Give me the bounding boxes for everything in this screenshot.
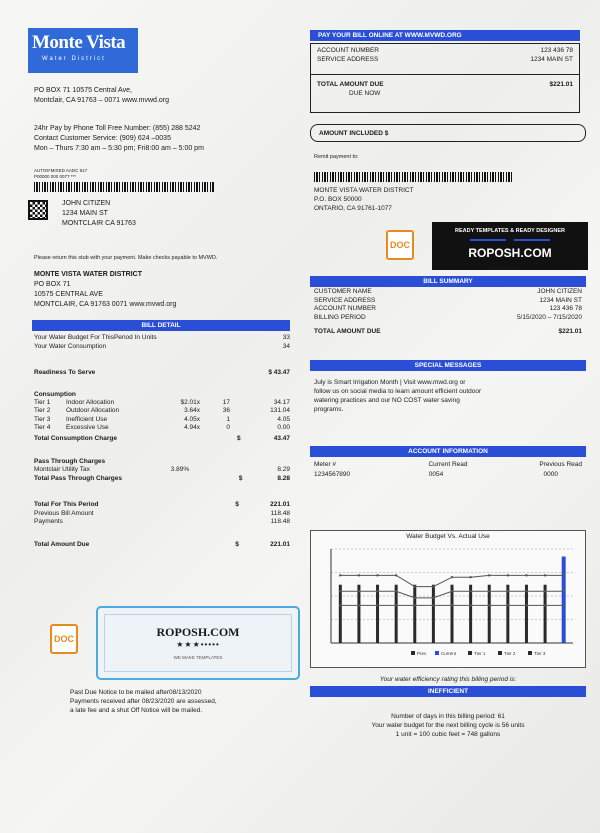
chart-bar-prev bbox=[451, 585, 454, 643]
efficiency-rating: INEFFICIENT bbox=[310, 686, 586, 697]
summary-total-value: $221.01 bbox=[558, 328, 582, 335]
stamp-tag: WE MAKE TEMPLATES bbox=[173, 655, 223, 660]
promo-brand: ROPOSH.COM bbox=[468, 246, 552, 260]
chart-bar-prev bbox=[339, 585, 342, 643]
chart-point bbox=[507, 604, 509, 606]
tier-amount: 131.04 bbox=[270, 407, 290, 414]
usage-chart bbox=[310, 530, 586, 668]
postal-barcode bbox=[34, 182, 214, 192]
doc-file-icon: DOC bbox=[50, 624, 78, 654]
payments-row bbox=[34, 518, 290, 527]
chart-point bbox=[469, 590, 471, 592]
chart-legend-swatch bbox=[498, 651, 502, 655]
rts-value: $ 43.47 bbox=[268, 369, 290, 376]
summary-value: JOHN CITIZEN bbox=[537, 288, 582, 295]
bill-summary bbox=[314, 288, 582, 337]
chart-legend-swatch bbox=[528, 651, 532, 655]
chart-point bbox=[358, 590, 360, 592]
recipient-line: 1234 MAIN ST bbox=[62, 210, 108, 217]
remit-barcode bbox=[314, 172, 514, 182]
footer-line: 1 unit = 100 cubic feet = 748 gallons bbox=[395, 731, 501, 738]
chart-legend-swatch bbox=[411, 651, 415, 655]
chart-bar-current bbox=[562, 557, 566, 643]
budget-row bbox=[34, 334, 290, 343]
qr-code bbox=[28, 200, 48, 220]
stamp-inner bbox=[104, 614, 292, 672]
chart-point bbox=[414, 585, 416, 587]
remit-line: ONTARIO, CA 91761-1077 bbox=[314, 205, 392, 212]
special-messages bbox=[314, 378, 582, 414]
chart-bar-prev bbox=[395, 585, 398, 643]
chart-point bbox=[488, 590, 490, 592]
remit-address bbox=[314, 186, 414, 213]
chart-point bbox=[562, 590, 564, 592]
chart-point bbox=[432, 604, 434, 606]
summary-rows bbox=[314, 288, 582, 322]
utility-tax-label: Montclair Utility Tax bbox=[34, 466, 90, 473]
tier-rate: $2.01x bbox=[180, 398, 200, 406]
tier-tier: Tier 3 bbox=[34, 415, 51, 423]
amount-due-row bbox=[34, 541, 290, 550]
tcc-sign: $ bbox=[237, 434, 241, 442]
summary-label: SERVICE ADDRESS bbox=[314, 296, 376, 304]
tier-table bbox=[34, 399, 290, 433]
footer-line: Number of days in this billing period: 61 bbox=[391, 713, 505, 720]
tier-amount: 4.05 bbox=[277, 415, 290, 423]
tier-units: 17 bbox=[222, 398, 230, 406]
meter-header: Meter # bbox=[314, 461, 337, 468]
tpc-sign: $ bbox=[238, 474, 243, 482]
header-address-line: Montclair, CA 91763 – 0071 www.mvwd.org bbox=[34, 97, 170, 104]
payments-label: Payments bbox=[34, 518, 63, 525]
summary-value: 1234 MAIN ST bbox=[539, 296, 582, 304]
chart-bar-prev bbox=[525, 585, 528, 643]
chart-point bbox=[469, 576, 471, 578]
stamp-stars: ★★★••••• bbox=[176, 640, 220, 649]
special-line: July is Smart Irrigation Month | Visit www.mwd.org or bbox=[314, 379, 466, 386]
chart-point bbox=[525, 604, 527, 606]
special-line: programs. bbox=[314, 406, 344, 413]
chart-bar-prev bbox=[376, 585, 379, 643]
tpc-value: 8.28 bbox=[277, 474, 290, 482]
account-value: 123 436 78 bbox=[540, 47, 573, 54]
billing-footer bbox=[310, 712, 586, 739]
district-name: MONTE VISTA WATER DISTRICT bbox=[34, 271, 142, 278]
contact-info bbox=[34, 124, 284, 154]
contact-line: 24hr Pay by Phone Toll Free Number: (855) 288 5242 bbox=[34, 125, 201, 132]
special-line: watering practices and our NO COST water saving bbox=[314, 397, 460, 404]
chart-bar-prev bbox=[432, 585, 435, 643]
footer-line: Your water budget for the next billing cycle is 56 units bbox=[371, 722, 525, 729]
tier-units: 0 bbox=[226, 424, 230, 431]
chart-point bbox=[376, 574, 378, 576]
special-line: follow us on social media to learn amount efficient outdoor bbox=[314, 388, 482, 395]
service-row bbox=[317, 56, 573, 65]
chart-bar-prev bbox=[357, 585, 360, 643]
district-line: 10575 CENTRAL AVE bbox=[34, 291, 103, 298]
chart-point bbox=[414, 597, 416, 599]
chart-point bbox=[432, 597, 434, 599]
utility-tax-rate: 3.89% bbox=[170, 466, 190, 473]
total-due-box bbox=[311, 74, 579, 97]
chart-point bbox=[562, 574, 564, 576]
tier-units: 1 bbox=[226, 415, 230, 423]
tier-row bbox=[34, 407, 290, 416]
chart-point bbox=[358, 574, 360, 576]
chart-point bbox=[544, 604, 546, 606]
rts-label: Readiness To Serve bbox=[34, 369, 96, 376]
tier-row bbox=[34, 424, 290, 433]
late-notice-line: a late fee and a shut Off Notice will be mailed. bbox=[70, 707, 203, 714]
efficiency-label: Your water efficiency rating this billing period is: bbox=[379, 676, 517, 683]
pay-online-banner[interactable]: PAY YOUR BILL ONLINE AT WWW.MVWD.ORG bbox=[310, 30, 580, 41]
due-sign: $ bbox=[235, 540, 239, 548]
header-address-line: PO BOX 71 10575 Central Ave, bbox=[34, 87, 132, 94]
tier-row bbox=[34, 416, 290, 425]
late-notice-line: Payments received after 08/23/2020 are assessed, bbox=[70, 698, 217, 705]
chart-point bbox=[488, 574, 490, 576]
bill-summary-header: BILL SUMMARY bbox=[310, 276, 586, 287]
tier-rate: 4.94x bbox=[184, 424, 200, 431]
total-due-value: $221.01 bbox=[549, 81, 573, 88]
period-label: Total For This Period bbox=[34, 501, 99, 508]
utility-tax-value: 8.29 bbox=[277, 466, 290, 473]
bill-detail bbox=[34, 334, 290, 549]
promo-banner bbox=[432, 222, 588, 270]
chart-point bbox=[451, 604, 453, 606]
chart-point bbox=[395, 574, 397, 576]
recipient-address bbox=[62, 199, 136, 229]
chart-point bbox=[432, 585, 434, 587]
chart-legend-label: Tier 1 bbox=[474, 651, 486, 656]
tier-name: Inefficient Use bbox=[66, 415, 108, 423]
tier-units: 36 bbox=[222, 407, 230, 414]
recipient-line: JOHN CITIZEN bbox=[62, 200, 111, 207]
chart-point bbox=[525, 574, 527, 576]
logo-name: Monte Vista bbox=[32, 32, 126, 53]
account-row bbox=[317, 47, 573, 56]
stamp-brand: ROPOSH.COM bbox=[156, 625, 240, 639]
remit-line: P.O. BOX 50000 bbox=[314, 196, 362, 203]
chart-bar-prev bbox=[413, 585, 416, 643]
tier-rate: 4.05x bbox=[184, 415, 200, 423]
chart-point bbox=[339, 590, 341, 592]
district-line: MONTCLAIR, CA 91763 0071 www.mvwd.org bbox=[34, 301, 177, 308]
consumption-label: Your Water Consumption bbox=[34, 342, 107, 350]
rts-row bbox=[34, 369, 290, 378]
chart-bar-prev bbox=[506, 585, 509, 643]
chart-point bbox=[339, 604, 341, 606]
tier-rate: 3.64x bbox=[184, 407, 200, 414]
late-notice bbox=[70, 688, 310, 715]
total-due-label: TOTAL AMOUNT DUE bbox=[317, 81, 384, 88]
summary-total-row bbox=[314, 328, 582, 337]
summary-total-label: TOTAL AMOUNT DUE bbox=[314, 328, 381, 335]
payments-value: 118.48 bbox=[270, 518, 290, 525]
current-read-header: Current Read bbox=[428, 461, 468, 468]
chart-bar-prev bbox=[488, 585, 491, 643]
chart-point bbox=[339, 574, 341, 576]
bill-detail-header: BILL DETAIL bbox=[32, 320, 290, 331]
summary-label: CUSTOMER NAME bbox=[314, 288, 372, 295]
chart-point bbox=[451, 576, 453, 578]
summary-label: ACCOUNT NUMBER bbox=[314, 305, 376, 312]
period-sign: $ bbox=[235, 501, 239, 508]
chart-point bbox=[469, 604, 471, 606]
chart-point bbox=[544, 574, 546, 576]
chart-bar-prev bbox=[544, 585, 547, 643]
account-info-headers bbox=[314, 460, 582, 470]
chart-point bbox=[525, 590, 527, 592]
budget-label: Your Water Budget For ThisPeriod In Units bbox=[34, 334, 157, 341]
chart-legend-label: Tier 3 bbox=[534, 651, 546, 656]
tier-name: Indoor Allocation bbox=[66, 398, 115, 406]
chart-point bbox=[376, 590, 378, 592]
chart-point bbox=[562, 604, 564, 606]
doc-file-icon: DOC bbox=[386, 230, 414, 260]
summary-label: BILLING PERIOD bbox=[314, 313, 366, 321]
prev-label: Previous Bill Amount bbox=[34, 509, 94, 517]
recipient-line: MONTCLAIR CA 91763 bbox=[62, 220, 136, 227]
chart-point bbox=[395, 604, 397, 606]
summary-value: 5/15/2020 – 7/15/2020 bbox=[516, 313, 582, 321]
tpc-label: Total Pass Through Charges bbox=[34, 474, 123, 482]
summary-row bbox=[314, 297, 582, 306]
prev-value: 118.48 bbox=[270, 509, 290, 517]
account-info-header: ACCOUNT INFORMATION bbox=[310, 446, 586, 457]
summary-row bbox=[314, 314, 582, 323]
chart-legend-swatch bbox=[468, 651, 472, 655]
summary-row bbox=[314, 305, 582, 314]
tcc-value: 43.47 bbox=[273, 434, 290, 442]
tier-tier: Tier 2 bbox=[34, 407, 51, 414]
total-due-row bbox=[317, 81, 573, 90]
current-read-value: 0054 bbox=[428, 471, 444, 478]
tier-tier: Tier 4 bbox=[34, 424, 51, 431]
mail-code-line: AUTO5*MIXED AADC 917 bbox=[34, 168, 88, 173]
remit-label: Remit payment to: bbox=[314, 154, 359, 160]
budget-value: 33 bbox=[282, 334, 290, 341]
watermark-stamp bbox=[96, 606, 300, 680]
chart-point bbox=[451, 590, 453, 592]
service-value: 1234 MAIN ST bbox=[530, 55, 573, 63]
summary-value: 123 436 78 bbox=[549, 305, 582, 312]
due-value: 221.01 bbox=[270, 540, 290, 548]
account-info-values bbox=[314, 470, 582, 480]
account-label: ACCOUNT NUMBER bbox=[317, 47, 379, 54]
chart-point bbox=[358, 604, 360, 606]
total-consumption-row bbox=[34, 435, 290, 444]
account-summary-box bbox=[310, 43, 580, 113]
period-value: 221.01 bbox=[270, 501, 290, 508]
account-info bbox=[314, 460, 582, 480]
logo-sub: Water District bbox=[42, 56, 106, 62]
period-total-row bbox=[34, 501, 290, 510]
chart-plot bbox=[311, 543, 587, 665]
chart-point bbox=[395, 590, 397, 592]
utility-tax-row bbox=[34, 466, 290, 475]
service-label: SERVICE ADDRESS bbox=[317, 55, 379, 63]
chart-point bbox=[507, 574, 509, 576]
previous-read-value: 0000 bbox=[543, 471, 558, 478]
header-address bbox=[34, 86, 274, 106]
mail-code bbox=[34, 168, 194, 180]
chart-point bbox=[376, 604, 378, 606]
chart-point bbox=[544, 590, 546, 592]
tcc-label: Total Consumption Charge bbox=[34, 434, 117, 442]
chart-legend-label: Tier 2 bbox=[504, 651, 516, 656]
district-line: PO BOX 71 bbox=[34, 281, 71, 288]
total-pass-row bbox=[34, 475, 290, 484]
amount-included-field[interactable]: AMOUNT INCLUDED $ bbox=[310, 124, 586, 142]
promo-title: READY TEMPLATES & READY DESIGNER bbox=[454, 228, 566, 234]
chart-legend-swatch bbox=[435, 651, 439, 655]
consumption-heading: Consumption bbox=[34, 390, 76, 398]
tier-name: Excessive Use bbox=[66, 424, 109, 431]
late-notice-line: Past Due Notice to be mailed after08/13/2020 bbox=[70, 689, 202, 696]
tier-row bbox=[34, 399, 290, 408]
chart-point bbox=[414, 604, 416, 606]
promo-divider bbox=[470, 239, 550, 241]
due-now: DUE NOW bbox=[349, 89, 381, 97]
district-logo bbox=[28, 28, 138, 73]
tier-name: Outdoor Allocation bbox=[66, 407, 120, 414]
pass-heading: Pass Through Charges bbox=[34, 458, 106, 465]
chart-title: Water Budget Vs. Actual Use bbox=[406, 533, 490, 540]
chart-point bbox=[488, 604, 490, 606]
special-messages-header: SPECIAL MESSAGES bbox=[310, 360, 586, 371]
district-address-block bbox=[34, 270, 284, 310]
tier-tier: Tier 1 bbox=[34, 398, 51, 406]
tier-amount: 34.17 bbox=[273, 398, 290, 406]
previous-read-header: Previous Read bbox=[539, 461, 582, 468]
remit-line: MONTE VISTA WATER DISTRICT bbox=[314, 187, 414, 194]
return-note: Please return this stub with your payment. Make checks payable to MVWD. bbox=[34, 255, 218, 261]
summary-row bbox=[314, 288, 582, 297]
chart-bar-prev bbox=[469, 585, 472, 643]
chart-point bbox=[507, 590, 509, 592]
chart-legend-label: Current bbox=[441, 651, 457, 656]
previous-bill-row bbox=[34, 510, 290, 519]
chart-legend-label: Prev bbox=[417, 651, 427, 656]
consumption-row bbox=[34, 343, 290, 352]
consumption-value: 34 bbox=[282, 342, 290, 350]
meter-value: 1234567890 bbox=[314, 471, 351, 478]
contact-line: Mon – Thurs 7:30 am – 5:30 pm; Fri8:00 am – 5:00 pm bbox=[34, 145, 204, 152]
contact-line: Contact Customer Service: (909) 624 –0035 bbox=[34, 135, 171, 142]
mail-code-line: P00000 000 0077 *** bbox=[34, 174, 77, 179]
tier-amount: 0.00 bbox=[277, 424, 290, 431]
due-label: Total Amount Due bbox=[34, 540, 90, 548]
